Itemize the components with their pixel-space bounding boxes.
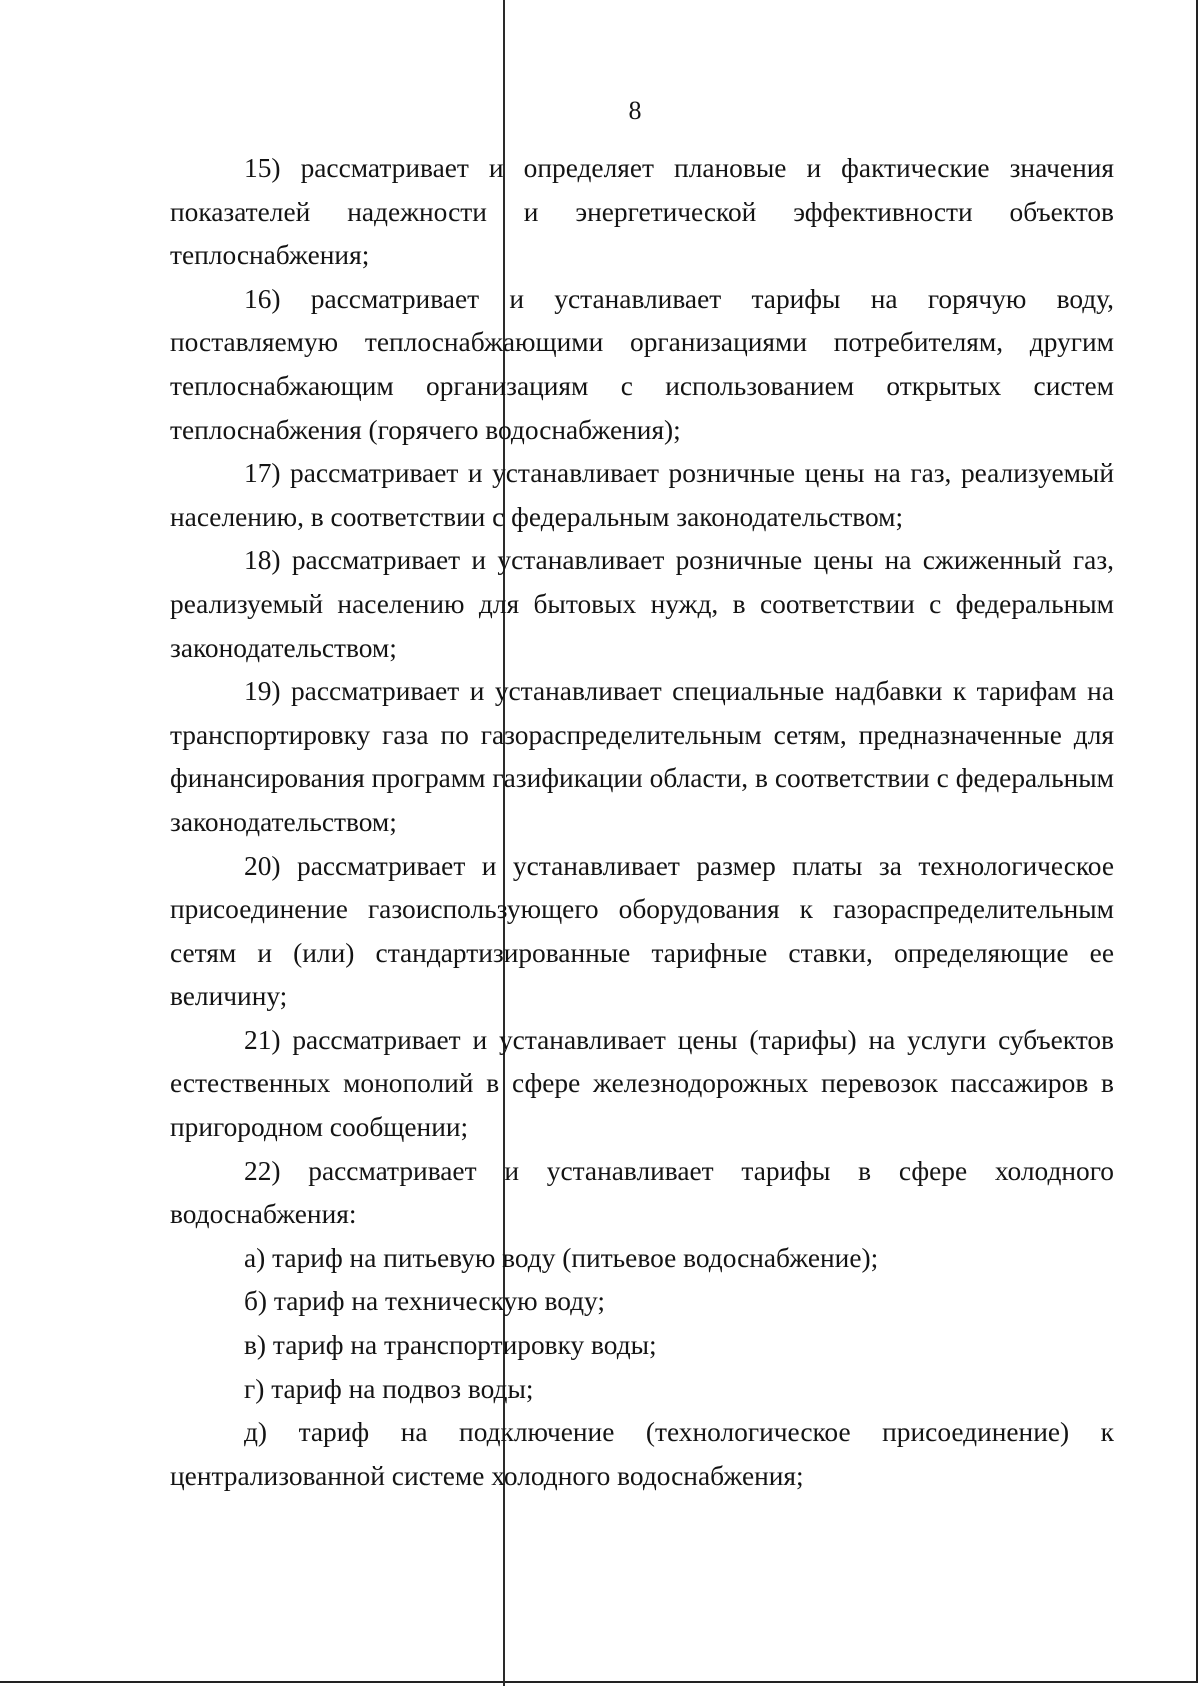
paragraph-item-22: 22) рассматривает и устанавливает тарифы в сфере холодного водоснабжения:	[170, 1155, 1114, 1230]
subitem-b: б) тариф на техническую воду;	[244, 1286, 605, 1317]
paragraph-item-19: 19) рассматривает и устанавливает специальные надбавки к тарифам на транспортировку газа по газораспределительным сетям, предназначенные для финансирования программ газификации области, в соответствии с федеральным законодательством;	[170, 676, 1114, 837]
paragraph-item-15: 15) рассматривает и определяет плановые и фактические значения показателей надежности и энергетической эффективности объектов теплоснабжения;	[170, 153, 1114, 271]
document-body	[170, 147, 1114, 1498]
paragraph-item-21: 21) рассматривает и устанавливает цены (тарифы) на услуги субъектов естественных монополий в сфере железнодорожных перевозок пассажиров в пригородном сообщении;	[170, 1024, 1114, 1143]
paragraph-item-20: 20) рассматривает и устанавливает размер платы за технологическое присоединение газоиспользующего оборудования к газораспределительным сетям и (или) стандартизированные тарифные ставки, определяющие ее величину;	[170, 850, 1114, 1012]
subitem-d: д) тариф на подключение (технологическое присоединение) к централизованной системе холодного водоснабжения;	[170, 1417, 1114, 1491]
paragraph-item-17: 17) рассматривает и устанавливает розничные цены на газ, реализуемый населению, в соответствии с федеральным законодательством;	[170, 458, 1114, 532]
paragraph-item-18: 18) рассматривает и устанавливает розничные цены на сжиженный газ, реализуемый населению для бытовых нужд, в соответствии с федеральным законодательством;	[170, 545, 1114, 663]
subitem-g: г) тариф на подвоз воды;	[244, 1373, 534, 1404]
subitem-a: а) тариф на питьевую воду (питьевое водоснабжение);	[244, 1242, 879, 1273]
paragraph-item-16: 16) рассматривает и устанавливает тарифы на горячую воду, поставляемую теплоснабжающими организациями потребителям, другим теплоснабжающим организациям с использованием открытых систем теплоснабжения (горячего водоснабжения);	[170, 283, 1114, 445]
page-number: 8	[628, 96, 642, 125]
subitem-v: в) тариф на транспортировку воды;	[244, 1330, 657, 1361]
